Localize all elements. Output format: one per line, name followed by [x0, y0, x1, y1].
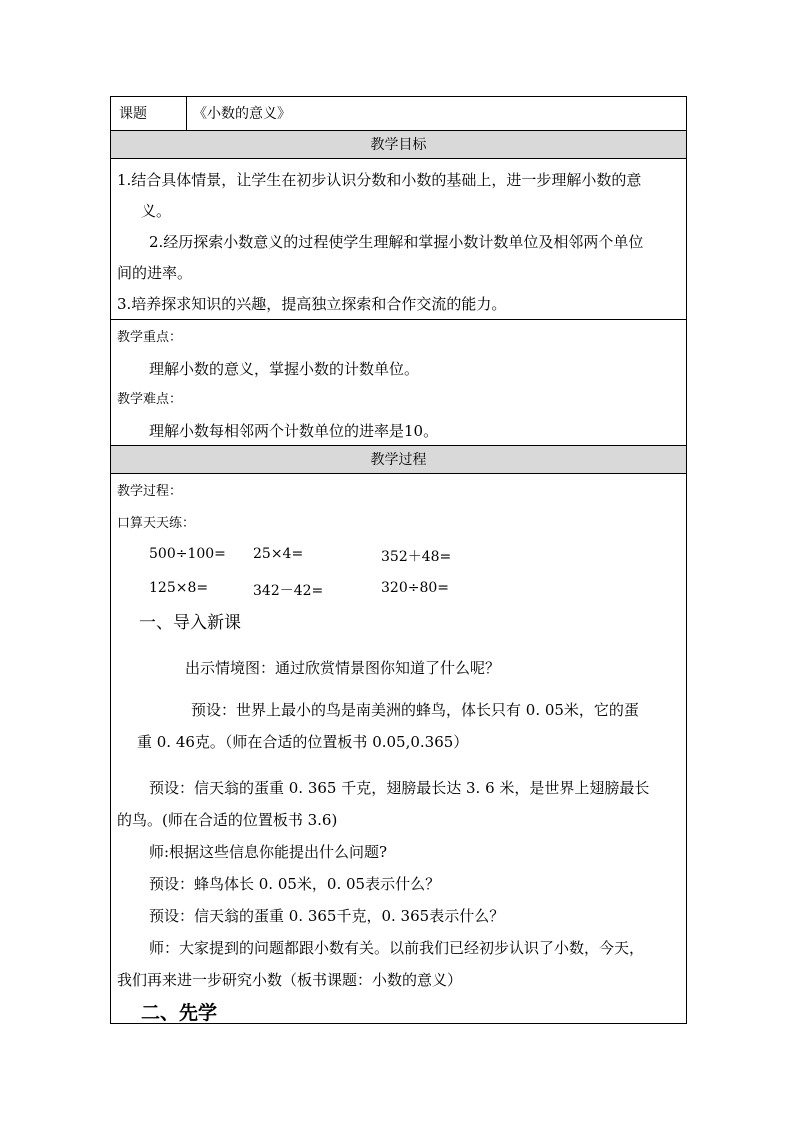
body-line: 重 0. 46克。（师在合适的位置板书 0.05,0.365）: [137, 733, 469, 751]
body-line: 预设：信天翁的蛋重 0. 365 千克，翅膀最长达 3. 6 米，是世界上翅膀最长: [149, 779, 650, 797]
calc-item: 25×4=: [253, 546, 304, 562]
body-line: 我们再来进一步研究小数（板书课题：小数的意义）: [117, 971, 463, 989]
goal-item-continued: 间的进率。: [117, 264, 193, 282]
body-line: 出示情境图：通过欣赏情景图你知道了什么呢？: [185, 659, 501, 677]
goal-item: 1.结合具体情景，让学生在初步认识分数和小数的基础上，进一步理解小数的意: [117, 171, 642, 189]
focus-text: 理解小数的意义，掌握小数的计数单位。: [149, 360, 420, 378]
process-label: 教学过程：: [117, 484, 183, 499]
oral-practice-label: 口算天天练：: [117, 516, 196, 531]
goals-section: [111, 159, 686, 320]
goal-item: 3.培养探求知识的兴趣，提高独立探索和合作交流的能力。: [117, 295, 507, 313]
calc-item: 352＋48=: [381, 549, 452, 565]
goals-header: 教学目标: [111, 131, 686, 159]
body-line: 师:根据这些信息你能提出什么问题?: [149, 843, 388, 861]
goal-item: 2.经历探索小数意义的过程使学生理解和掌握小数计数单位及相邻两个单位: [149, 233, 644, 251]
process-header: 教学过程: [111, 446, 686, 474]
calc-item: 500÷100=: [149, 546, 226, 562]
section-title: 一、导入新课: [139, 613, 241, 633]
keypoints-section: [111, 320, 686, 446]
difficulty-text: 理解小数每相邻两个计数单位的进率是10。: [149, 422, 439, 440]
title-value: 《小数的意义》: [193, 106, 291, 122]
lesson-plan-table: [110, 96, 687, 1024]
calc-item: 342－42=: [253, 583, 324, 599]
calc-item: 125×8=: [149, 580, 209, 596]
oral-practice-grid: [117, 540, 680, 608]
calc-item: 320÷80=: [381, 580, 449, 596]
title-label: 课题: [111, 97, 187, 130]
title-row: [111, 97, 686, 131]
body-line: 预设：信天翁的蛋重 0. 365千克，0. 365表示什么？: [149, 907, 505, 925]
difficulty-label: 教学难点：: [117, 392, 183, 407]
body-line: 师：大家提到的问题都跟小数有关。以前我们已经初步认识了小数，今天，: [149, 939, 645, 957]
process-section: [111, 474, 686, 1023]
body-line: 的鸟。(师在合适的位置板书 3.6): [117, 811, 338, 829]
body-line: 预设：世界上最小的鸟是南美洲的蜂鸟，体长只有 0. 05米，它的蛋: [191, 701, 639, 719]
body-line: 预设：蜂鸟体长 0. 05米，0. 05表示什么？: [149, 875, 441, 893]
section-title: 二、先学: [141, 1002, 218, 1024]
focus-label: 教学重点：: [117, 330, 183, 345]
goal-item-continued: 义。: [141, 202, 172, 220]
